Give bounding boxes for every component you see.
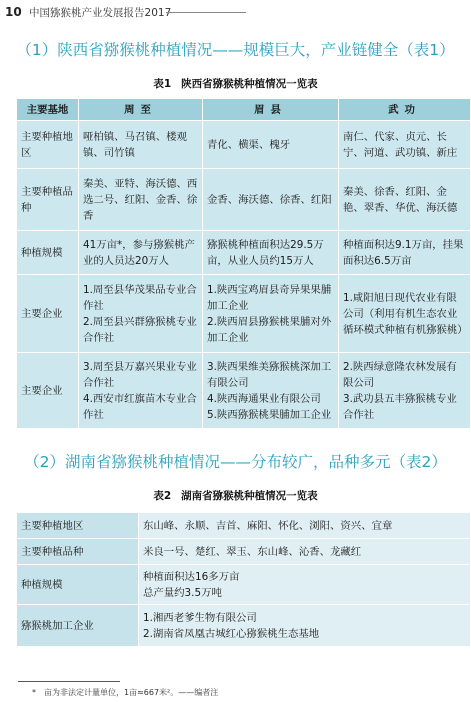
cell-line: 2.陕西绿意隆农林发展有限公司 <box>343 360 457 389</box>
table-1-header-cell: 周至 <box>79 99 203 121</box>
cell-line: 3.武功县五丰猕猴桃专业合作社 <box>343 392 457 421</box>
table-cell: 秦美、徐香、红阳、金艳、翠香、华优、海沃德 <box>339 169 471 231</box>
cell-line: 2.湖南省凤凰古城红心猕猴桃生态基地 <box>143 627 320 640</box>
row-label: 主要种植地区 <box>17 513 139 539</box>
cell-line: 4.西安市红旗苗木专业合作社 <box>83 392 197 421</box>
table-cell: 南仁、代家、贞元、长宁、河道、武功镇、新庄 <box>339 121 471 169</box>
cell-line: 1.陕西宝鸡眉县奇异果果脯加工企业 <box>207 283 332 312</box>
table-row <box>17 169 471 231</box>
table-cell: 东山峰、永顺、吉首、麻阳、怀化、浏阳、资兴、宜章 <box>139 513 471 539</box>
cell-line: 3.陕西果维美猕猴桃深加工有限公司 <box>207 360 332 389</box>
table-cell <box>339 275 471 353</box>
table-1-header-cell: 武功 <box>339 99 471 121</box>
cell-line: 2.陕西眉县猕猴桃果脯对外加工企业 <box>207 315 332 344</box>
cell-line: 种植面积达16多万亩 <box>143 570 240 583</box>
cell-line: 总产量约3.5万吨 <box>143 586 222 599</box>
table-2-caption <box>0 489 471 503</box>
table-1-header-cell: 眉县 <box>203 99 339 121</box>
table-row <box>17 605 471 647</box>
section-2-title: （2）湖南省猕猴桃种植情况——分布较广，品种多元（表2） <box>24 453 447 471</box>
cell-line: 4.陕西海通果业有限公司 <box>207 392 321 405</box>
footnote-rule <box>18 681 120 682</box>
row-label: 主要企业 <box>17 353 79 429</box>
row-label: 种植规模 <box>17 231 79 275</box>
table-cell: 米良一号、楚红、翠玉、东山峰、沁香、龙藏红 <box>139 539 471 565</box>
cell-line: 2.周至县兴群猕猴桃专业合作社 <box>83 315 197 344</box>
table-1-caption <box>0 77 471 91</box>
row-label: 猕猴桃加工企业 <box>17 605 139 647</box>
footnote-text: 亩为非法定计量单位，1亩≈667米²。——编者注 <box>44 688 219 697</box>
table-cell: 种植面积达9.1万亩，挂果面积达6.5万亩 <box>339 231 471 275</box>
table-row <box>17 231 471 275</box>
footnote <box>32 687 218 698</box>
table-row <box>17 275 471 353</box>
table-cell: 秦美、亚特、海沃德、西选二号、红阳、金香、徐香 <box>79 169 203 231</box>
table-1 <box>16 98 471 429</box>
table-row <box>17 539 471 565</box>
table-2-caption-number: 表2 <box>153 490 172 502</box>
row-label: 主要种植地区 <box>17 121 79 169</box>
table-row <box>17 513 471 539</box>
table-cell: 青化、横渠、槐牙 <box>203 121 339 169</box>
table-row <box>17 121 471 169</box>
table-cell <box>139 605 471 647</box>
table-cell <box>339 353 471 429</box>
cell-line: 1.咸阳旭日现代农业有限公司（利用有机生态农业循环模式种植有机猕猴桃） <box>343 291 468 336</box>
table-cell <box>203 353 339 429</box>
cell-line: 3.周至县万嘉兴果业专业合作社 <box>83 360 197 389</box>
header-rule <box>166 12 246 13</box>
table-1-header-cell: 主要基地 <box>17 99 79 121</box>
table-cell: 金香、海沃德、徐香、红阳 <box>203 169 339 231</box>
cell-line: 1.湘西老爹生物有限公司 <box>143 611 257 624</box>
table-2 <box>16 512 471 647</box>
section-1-title: （1）陕西省猕猴桃种植情况——规模巨大，产业链健全（表1） <box>16 41 455 59</box>
table-1-header-row <box>17 99 471 121</box>
table-cell <box>79 353 203 429</box>
table-1-caption-text: 陕西省猕猴桃种植情况一览表 <box>181 78 318 90</box>
table-cell: 41万亩*，参与猕猴桃产业的人员达20万人 <box>79 231 203 275</box>
table-cell <box>79 275 203 353</box>
table-cell: 猕猴桃种植面积达29.5万亩，从业人员约15万人 <box>203 231 339 275</box>
table-cell: 哑柏镇、马召镇、楼观镇、司竹镇 <box>79 121 203 169</box>
table-row <box>17 565 471 605</box>
row-label: 种植规模 <box>17 565 139 605</box>
table-cell <box>139 565 471 605</box>
row-label: 主要企业 <box>17 275 79 353</box>
row-label: 主要种植品种 <box>17 169 79 231</box>
running-header <box>5 5 171 19</box>
footnote-marker: * <box>32 688 36 697</box>
row-label: 主要种植品种 <box>17 539 139 565</box>
table-cell <box>203 275 339 353</box>
table-row <box>17 353 471 429</box>
page-number: 10 <box>5 5 22 19</box>
running-title: 中国猕猴桃产业发展报告2017 <box>29 7 172 19</box>
table-2-caption-text: 湖南省猕猴桃种植情况一览表 <box>181 490 318 502</box>
cell-line: 5.陕西猕猴桃果脯加工企业 <box>207 408 332 421</box>
cell-line: 1.周至县华茂果品专业合作社 <box>83 283 197 312</box>
table-1-caption-number: 表1 <box>153 78 172 90</box>
